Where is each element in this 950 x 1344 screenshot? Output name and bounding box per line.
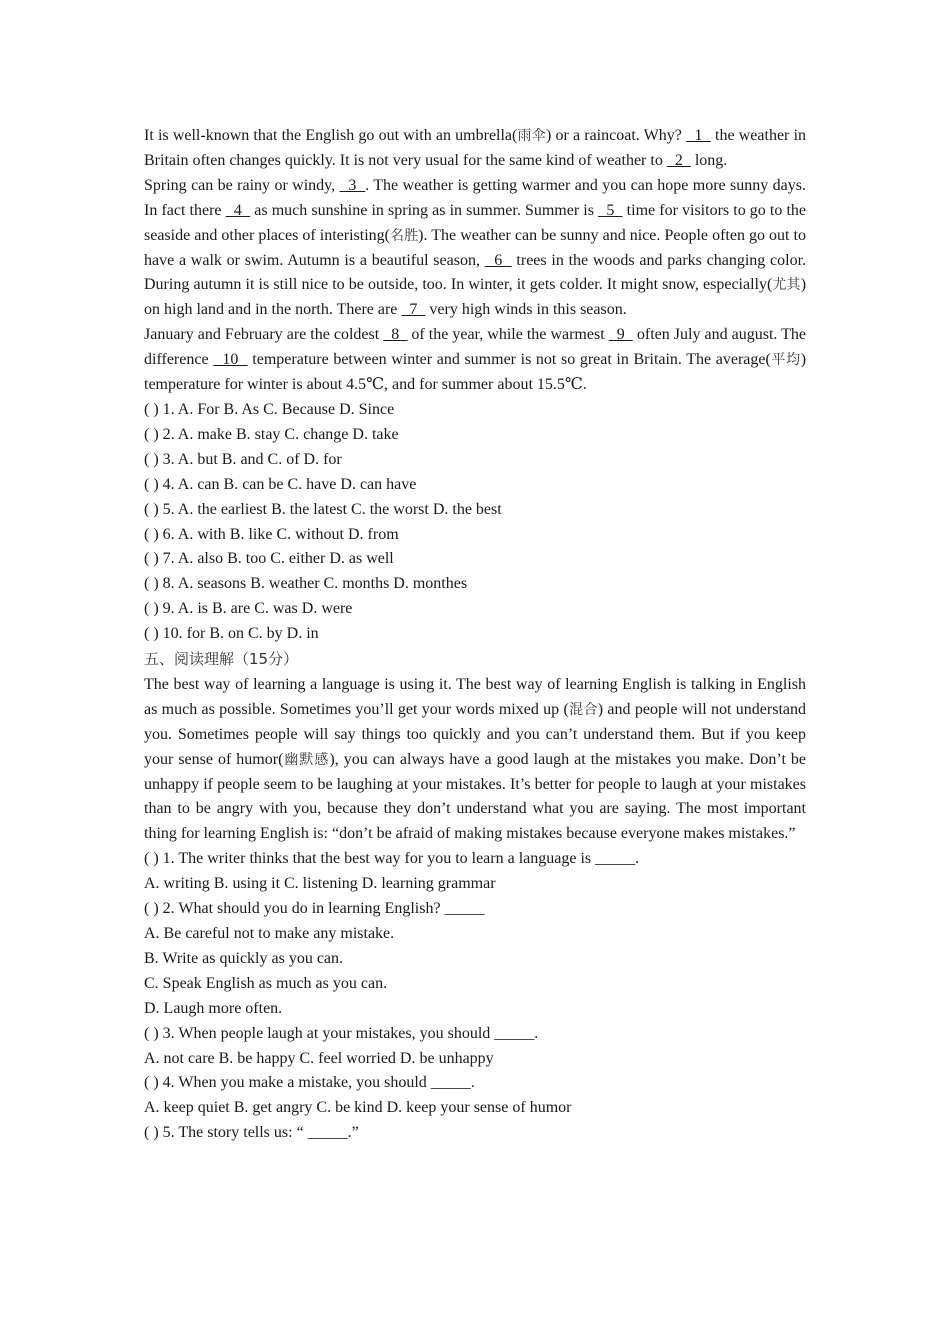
reading-question-4: ( ) 4. When you make a mistake, you should _____. — [144, 1074, 475, 1092]
cloze-blank: 10 — [213, 351, 248, 369]
reading-question-3-options: A. not care B. be happy C. feel worried D. be unhappy — [144, 1049, 494, 1067]
text-run: temperature between winter and summer is not so great in Britain. The average( — [247, 351, 771, 369]
cloze-paragraph-2 — [144, 174, 806, 323]
document-page — [144, 124, 806, 1146]
cloze-question-9: ( ) 9. A. is B. are C. was D. were — [144, 600, 353, 618]
text-run: It is well-known that the English go out with an umbrella( — [144, 127, 518, 144]
cloze-blank: 1 — [686, 127, 711, 144]
cloze-question-6: ( ) 6. A. with B. like C. without D. from — [144, 525, 399, 543]
cloze-question-3: ( ) 3. A. but B. and C. of D. for — [144, 450, 342, 468]
reading-question-2-option-c: C. Speak English as much as you can. — [144, 974, 388, 992]
cloze-blank: 7 — [401, 301, 426, 319]
reading-section-title-text: 五、阅读理解（15分） — [144, 650, 299, 669]
cloze-blank: 5 — [598, 201, 623, 219]
chinese-gloss: 雨伞 — [517, 128, 546, 144]
cloze-blank: 8 — [383, 326, 408, 344]
text-run: long. — [690, 151, 728, 169]
cloze-question-1: ( ) 1. A. For B. As C. Because D. Since — [144, 400, 395, 418]
reading-questions — [144, 847, 806, 1146]
reading-question-1: ( ) 1. The writer thinks that the best way for you to learn a language is _____. — [144, 850, 640, 868]
text-run: Spring can be rainy or windy, — [144, 176, 340, 194]
chinese-gloss: 尤其 — [772, 277, 801, 294]
cloze-passage — [144, 124, 806, 398]
cloze-paragraph-1 — [144, 124, 806, 174]
cloze-paragraph-3 — [144, 323, 806, 398]
reading-passage — [144, 673, 806, 847]
text-run: ) and people will not understand you. Sometimes people will say things too quickly and you can’t understand them. But if you keep your sense of humor( — [144, 700, 807, 768]
cloze-blank: 6 — [484, 251, 512, 269]
cloze-question-4: ( ) 4. A. can B. can be C. have D. can have — [144, 475, 417, 493]
chinese-gloss: 平均 — [770, 352, 801, 369]
cloze-blank: 3 — [339, 176, 366, 194]
cloze-blank: 4 — [225, 201, 251, 219]
reading-question-2-option-d: D. Laugh more often. — [144, 999, 283, 1017]
reading-question-1-options: A. writing B. using it C. listening D. learning grammar — [144, 875, 496, 893]
reading-question-5: ( ) 5. The story tells us: “ _____.” — [144, 1124, 359, 1142]
cloze-question-8: ( ) 8. A. seasons B. weather C. months D. monthes — [144, 575, 468, 593]
text-run: January and February are the coldest — [144, 326, 384, 344]
reading-question-2-option-a: A. Be careful not to make any mistake. — [144, 925, 395, 942]
reading-question-3: ( ) 3. When people laugh at your mistakes, you should _____. — [144, 1024, 539, 1042]
cloze-question-7: ( ) 7. A. also B. too C. either D. as well — [144, 550, 394, 568]
text-run: ), you can always have a good laugh at the mistakes you make. Don’t be unhappy if people seem to be laughing at your mistakes. It’s better for people to laugh at your mistakes than to be angry with you, because they don’t understand what you are saying. The most important thing for learning English is: “don’t be afraid of making mistakes because everyone makes mistakes.” — [144, 750, 807, 843]
text-run: trees in the woods and parks changing color. During autumn it is still nice to be outside, too. In winter, it gets colder. It might snow, especially( — [144, 251, 807, 294]
text-run: ) or a raincoat. Why? — [545, 127, 687, 144]
cloze-blank: 9 — [608, 326, 633, 344]
text-run: ) temperature for winter is about 4.5℃, and for summer about 15.5℃. — [144, 351, 807, 394]
cloze-question-5: ( ) 5. A. the earliest B. the latest C. the worst D. the best — [144, 500, 502, 518]
text-run: as much sunshine in spring as in summer. Summer is — [250, 201, 599, 219]
cloze-questions — [144, 398, 806, 647]
text-run: often July and august. The difference — [144, 326, 807, 369]
reading-question-2-option-b: B. Write as quickly as you can. — [144, 949, 344, 967]
text-run: very high winds in this season. — [425, 301, 627, 319]
text-run: ) on high land and in the north. There are — [144, 276, 807, 319]
reading-question-4-options: A. keep quiet B. get angry C. be kind D. keep your sense of humor — [144, 1099, 572, 1117]
reading-section-title — [144, 647, 806, 673]
text-run: time for visitors to go to the seaside and other places of interisting( — [144, 201, 807, 244]
text-run: of the year, while the warmest — [407, 326, 609, 344]
chinese-gloss: 混合 — [568, 701, 598, 718]
cloze-question-2: ( ) 2. A. make B. stay C. change D. take — [144, 425, 399, 443]
text-run: ). The weather can be sunny and nice. People often go out to have a walk or swim. Autumn is a beautiful season, — [144, 226, 807, 269]
chinese-gloss: 幽默感 — [283, 751, 330, 768]
text-run: . The weather is getting warmer and you can hope more sunny days. In fact there — [144, 176, 807, 219]
cloze-question-10: ( ) 10. for B. on C. by D. in — [144, 625, 319, 643]
text-run: The best way of learning a language is using it. The best way of learning English is talking in English as much as possible. Sometimes you’ll get your words mixed up ( — [144, 675, 806, 718]
text-run: the weather in Britain often changes quickly. It is not very usual for the same kind of weather to — [144, 127, 807, 169]
chinese-gloss: 名胜 — [389, 227, 419, 244]
cloze-blank: 2 — [666, 151, 691, 169]
reading-question-2: ( ) 2. What should you do in learning English? _____ — [144, 900, 485, 918]
